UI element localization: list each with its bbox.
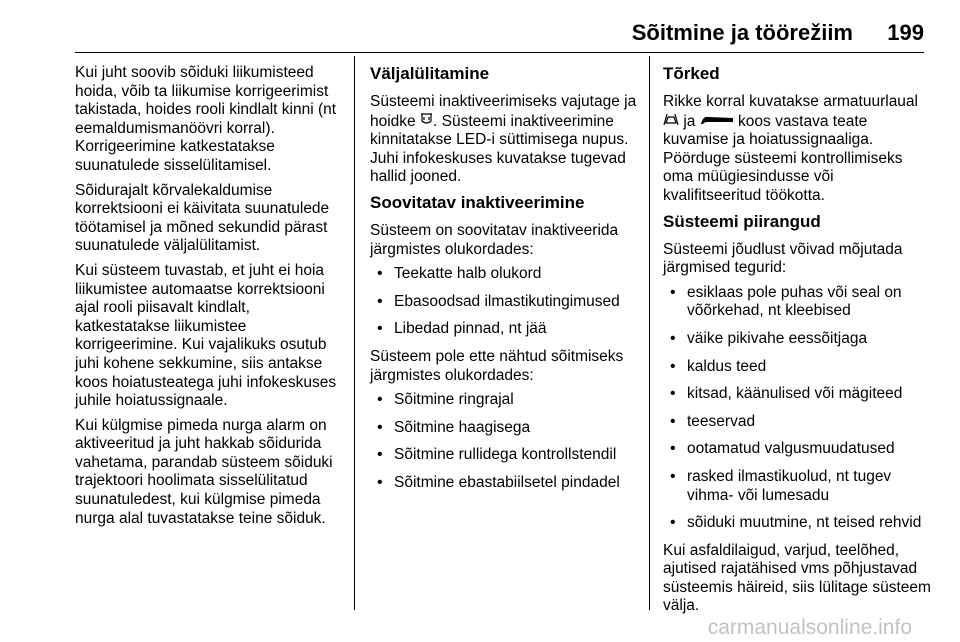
- paragraph: Kui külgmise pimeda nurga alarm on aktiveeritud ja juht hakkab sõidurida vahetama, parandab süsteem sõiduki trajektoori hoolimata sisselülitatud suunatuledest, kui külgmise pimeda nurga alal tuvastatakse teine sõiduk.: [75, 416, 333, 527]
- bullet-list: [370, 391, 638, 492]
- list-item: • Ebasoodsad ilmastikutingimused: [370, 293, 638, 312]
- column-3: [663, 64, 935, 622]
- column-1: [75, 64, 345, 534]
- list-item: • Sõitmine haagisega: [370, 419, 638, 438]
- list-item: • Sõitmine rullidega kontrollstendil: [370, 446, 638, 465]
- section-heading: Väljalülitamine: [370, 64, 490, 83]
- column-divider-1: [354, 56, 355, 610]
- header-rule: [75, 52, 924, 53]
- page-number: 199: [887, 20, 924, 45]
- paragraph: [663, 93, 935, 206]
- paragraph: Kui asfaldilaigud, varjud, teelõhed, ajutised rajatähised vms põhjustavad süsteemis häireid, siis lülitage süsteem välja.: [663, 541, 931, 615]
- steering-warning-icon: [700, 112, 734, 131]
- watermark: carmanualsonline.info: [707, 616, 912, 639]
- paragraph-text: Rikke korral kuvatakse armatuurlaual: [663, 93, 918, 110]
- list-item: • Libedad pinnad, nt jää: [370, 320, 638, 339]
- lane-departure-icon: [663, 112, 679, 131]
- section-heading: Tõrked: [663, 64, 720, 83]
- column-2: [370, 64, 638, 502]
- paragraph: Sõidurajalt kõrvalekaldumise korrektsiooni ei käivitata suunatulede töötamisel ja mõned sekundid pärast suunatulede väljalülitamist.: [75, 181, 330, 255]
- paragraph-text: . Süsteemi inaktiveerimine kinnitatakse LED-i süttimisega nupus. Juhi infokeskuses kuvatakse tugevad hallid jooned.: [370, 112, 629, 186]
- list-item: • sõiduki muutmine, nt teised rehvid: [663, 514, 935, 533]
- bullet-list: [370, 265, 638, 339]
- paragraph: Kui juht soovib sõiduki liikumisteed hoida, võib ta liikumise korrigeerimist takistada, hoides rooli kindlalt kinni (nt eemaldumismanöövri korral). Korrigeerimine katkestatakse suunatulede sisselülitamisel.: [75, 64, 337, 174]
- list-item: • esiklaas pole puhas või seal on võõrkehad, nt kleebised: [663, 284, 935, 321]
- list-item: • Sõitmine ringrajal: [370, 391, 638, 410]
- list-item: • Sõitmine ebastabiilsetel pindadel: [370, 474, 638, 493]
- paragraph: Süsteemi jõudlust võivad mõjutada järgmised tegurid:: [663, 240, 903, 277]
- paragraph: Süsteem pole ette nähtud sõitmiseks järgmistes olukordades:: [370, 347, 624, 384]
- lane-keep-icon: [420, 112, 433, 131]
- list-item: • ootamatud valgusmuudatused: [663, 440, 935, 459]
- list-item: • kaldus teed: [663, 358, 935, 377]
- paragraph-text: ja: [683, 112, 696, 130]
- list-item: • väike pikivahe eessõitjaga: [663, 330, 935, 349]
- list-item: • Teekatte halb olukord: [370, 265, 638, 284]
- section-heading: Süsteemi piirangud: [663, 211, 821, 231]
- paragraph: [370, 93, 638, 187]
- column-divider-2: [649, 56, 650, 610]
- list-item: • teeservad: [663, 413, 935, 432]
- paragraph: Kui süsteem tuvastab, et juht ei hoia liikumistee automaatse korrektsiooni ajal rooli piisavalt kindlalt, katkestatakse liikumistee korrigeerimine. Kui vajalikuks osutub juhi kohene sekkumine, siis antakse koos hoiatusteatega juhi infokeskuses juhile hoiatussignaale.: [75, 261, 337, 410]
- list-item: • kitsad, käänulised või mägiteed: [663, 385, 935, 404]
- page-title: Sõitmine ja töörežiim: [631, 20, 853, 45]
- paragraph: Süsteem on soovitatav inaktiveerida järgmistes olukordades:: [370, 221, 619, 258]
- paragraph-text: koos vastava teate kuvamise ja hoiatussignaaliga. Pöörduge süsteemi kontrollimiseks oma müügiesindusse või kvalifitseeritud töökotta.: [663, 112, 903, 204]
- list-item: • rasked ilmastikuolud, nt tugev vihma- või lumesadu: [663, 468, 935, 505]
- bullet-list: [663, 284, 935, 533]
- section-heading: Soovitatav inaktiveerimine: [370, 192, 585, 212]
- paragraph-text: Süsteemi inaktiveerimiseks vajutage ja hoidke: [370, 93, 637, 130]
